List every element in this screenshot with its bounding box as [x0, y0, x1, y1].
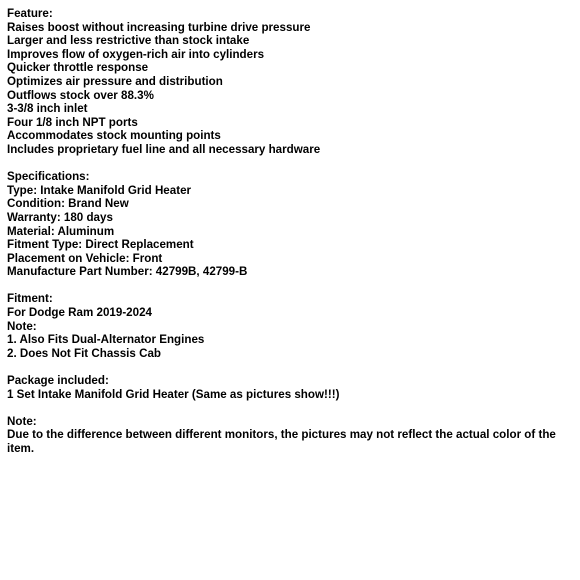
spec-fitment-type: Fitment Type: Direct Replacement: [7, 238, 194, 252]
spec-material: Material: Aluminum: [7, 224, 115, 238]
feature-item: Accommodates stock mounting points: [7, 129, 221, 143]
note-text: Due to the difference between different monitors, the pictures may not reflect the actual color of the item.: [7, 428, 556, 455]
specifications-heading: Specifications:: [7, 170, 90, 184]
package-item: 1 Set Intake Manifold Grid Heater (Same as pictures show!!!): [7, 387, 340, 401]
package-section: [7, 374, 573, 401]
spec-type: Type: Intake Manifold Grid Heater: [7, 183, 192, 197]
section-spacer: [7, 360, 573, 374]
feature-item: Optimizes air pressure and distribution: [7, 74, 223, 88]
fitment-note-heading: Note:: [7, 319, 37, 333]
section-spacer: [7, 279, 573, 293]
feature-item: Raises boost without increasing turbine drive pressure: [7, 20, 311, 34]
section-spacer: [7, 157, 573, 171]
fitment-section: [7, 292, 573, 360]
note-heading: Note:: [7, 414, 37, 428]
feature-item: 3-3/8 inch inlet: [7, 102, 88, 116]
feature-item: Improves flow of oxygen-rich air into cylinders: [7, 47, 265, 61]
feature-item: Larger and less restrictive than stock intake: [7, 34, 250, 48]
fitment-note: 2. Does Not Fit Chassis Cab: [7, 346, 161, 360]
fitment-note: 1. Also Fits Dual-Alternator Engines: [7, 333, 205, 347]
fitment-vehicle: For Dodge Ram 2019-2024: [7, 306, 152, 320]
spec-part-number: Manufacture Part Number: 42799B, 42799-B: [7, 265, 248, 279]
feature-item: Includes proprietary fuel line and all necessary hardware: [7, 142, 321, 156]
feature-item: Four 1/8 inch NPT ports: [7, 115, 138, 129]
spec-warranty: Warranty: 180 days: [7, 210, 113, 224]
product-description: [7, 7, 573, 456]
spec-condition: Condition: Brand New: [7, 197, 129, 211]
spec-placement: Placement on Vehicle: Front: [7, 251, 163, 265]
specifications-section: [7, 170, 573, 279]
package-heading: Package included:: [7, 374, 109, 388]
fitment-heading: Fitment:: [7, 292, 53, 306]
section-spacer: [7, 401, 573, 415]
note-section: [7, 415, 573, 456]
feature-heading: Feature:: [7, 7, 53, 20]
feature-item: Quicker throttle response: [7, 61, 149, 75]
feature-item: Outflows stock over 88.3%: [7, 88, 154, 102]
feature-section: [7, 7, 573, 157]
